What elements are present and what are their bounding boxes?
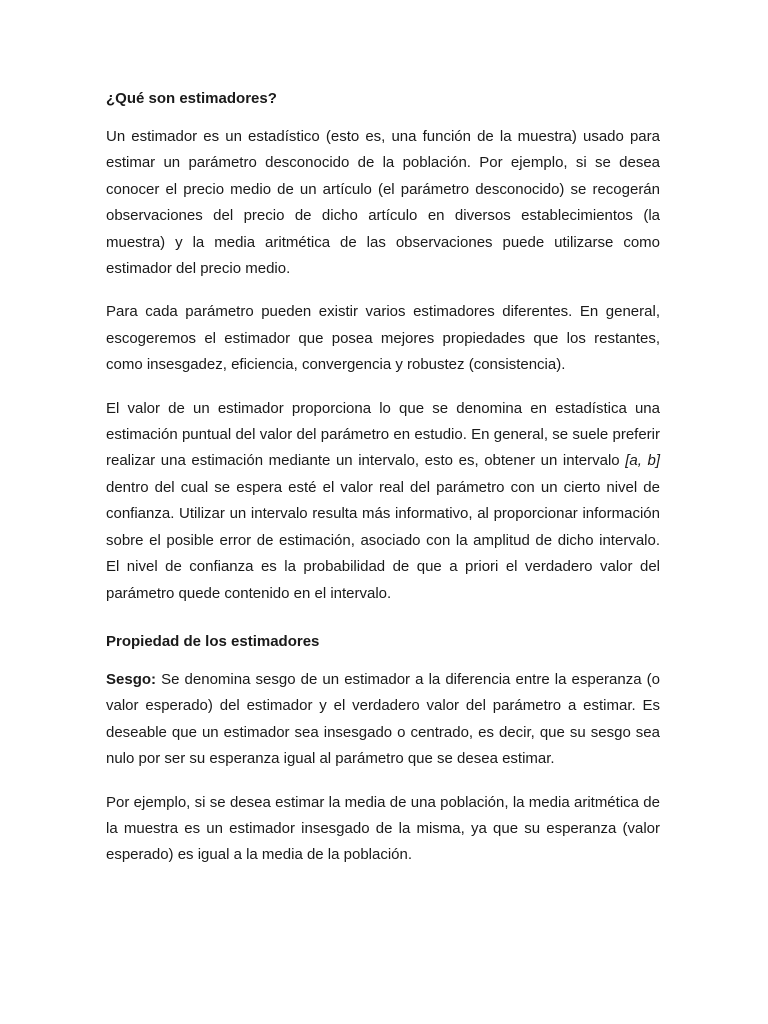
sesgo-text: Se denomina sesgo de un estimador a la diferencia entre la esperanza (o valor esperado) del estimador y el verdadero valor del parámetro a estimar. Es deseable que un estimador sea insesgado o centrado, es decir, que su sesgo sea nulo por ser su esperanza igual al parámetro que se desea estimar. <box>106 670 660 768</box>
paragraph-definition: Un estimador es un estadístico (esto es, una función de la muestra) usado para estimar un parámetro desconocido de la población. Por ejemplo, si se desea conocer el precio medio de un artículo (el parámetro desconocido) se recogerán observaciones del precio de dicho artículo en diversos establecimientos (la muestra) y la media aritmética de las observaciones puede utilizarse como estimador del precio medio. <box>106 128 660 278</box>
paragraph-interval-estimation <box>106 396 660 607</box>
interval-notation: [a, b] <box>625 452 660 470</box>
paragraph-multiple-estimators: Para cada parámetro pueden existir varios estimadores diferentes. En general, escogeremos el estimador que posea mejores propiedades que los restantes, como insesgadez, eficiencia, convergencia y robustez (consistencia). <box>106 303 660 374</box>
paragraph-interval-text-1: El valor de un estimador proporciona lo que se denomina en estadística una estimación puntual del valor del parámetro en estudio. En general, se suele preferir realizar una estimación mediante un intervalo, esto es, obtener un intervalo <box>106 399 660 470</box>
paragraph-example: Por ejemplo, si se desea estimar la media de una población, la media aritmética de la muestra es un estimador insesgado de la misma, ya que su esperanza (valor esperado) es igual a la media de la población. <box>106 793 660 864</box>
paragraph-sesgo <box>106 667 660 773</box>
heading-que-son-estimadores: ¿Qué son estimadores? <box>106 90 277 107</box>
heading-propiedad-estimadores: Propiedad de los estimadores <box>106 632 320 650</box>
sesgo-label: Sesgo: <box>106 670 157 688</box>
paragraph-interval-text-2: dentro del cual se espera esté el valor real del parámetro con un cierto nivel de confianza. Utilizar un intervalo resulta más informativo, al proporcionar información sobre el posible error de estimación, asociado con la amplitud de dicho intervalo. El nivel de confianza es la probabilidad de que a priori el verdadero valor del parámetro quede contenido en el intervalo. <box>106 478 660 602</box>
